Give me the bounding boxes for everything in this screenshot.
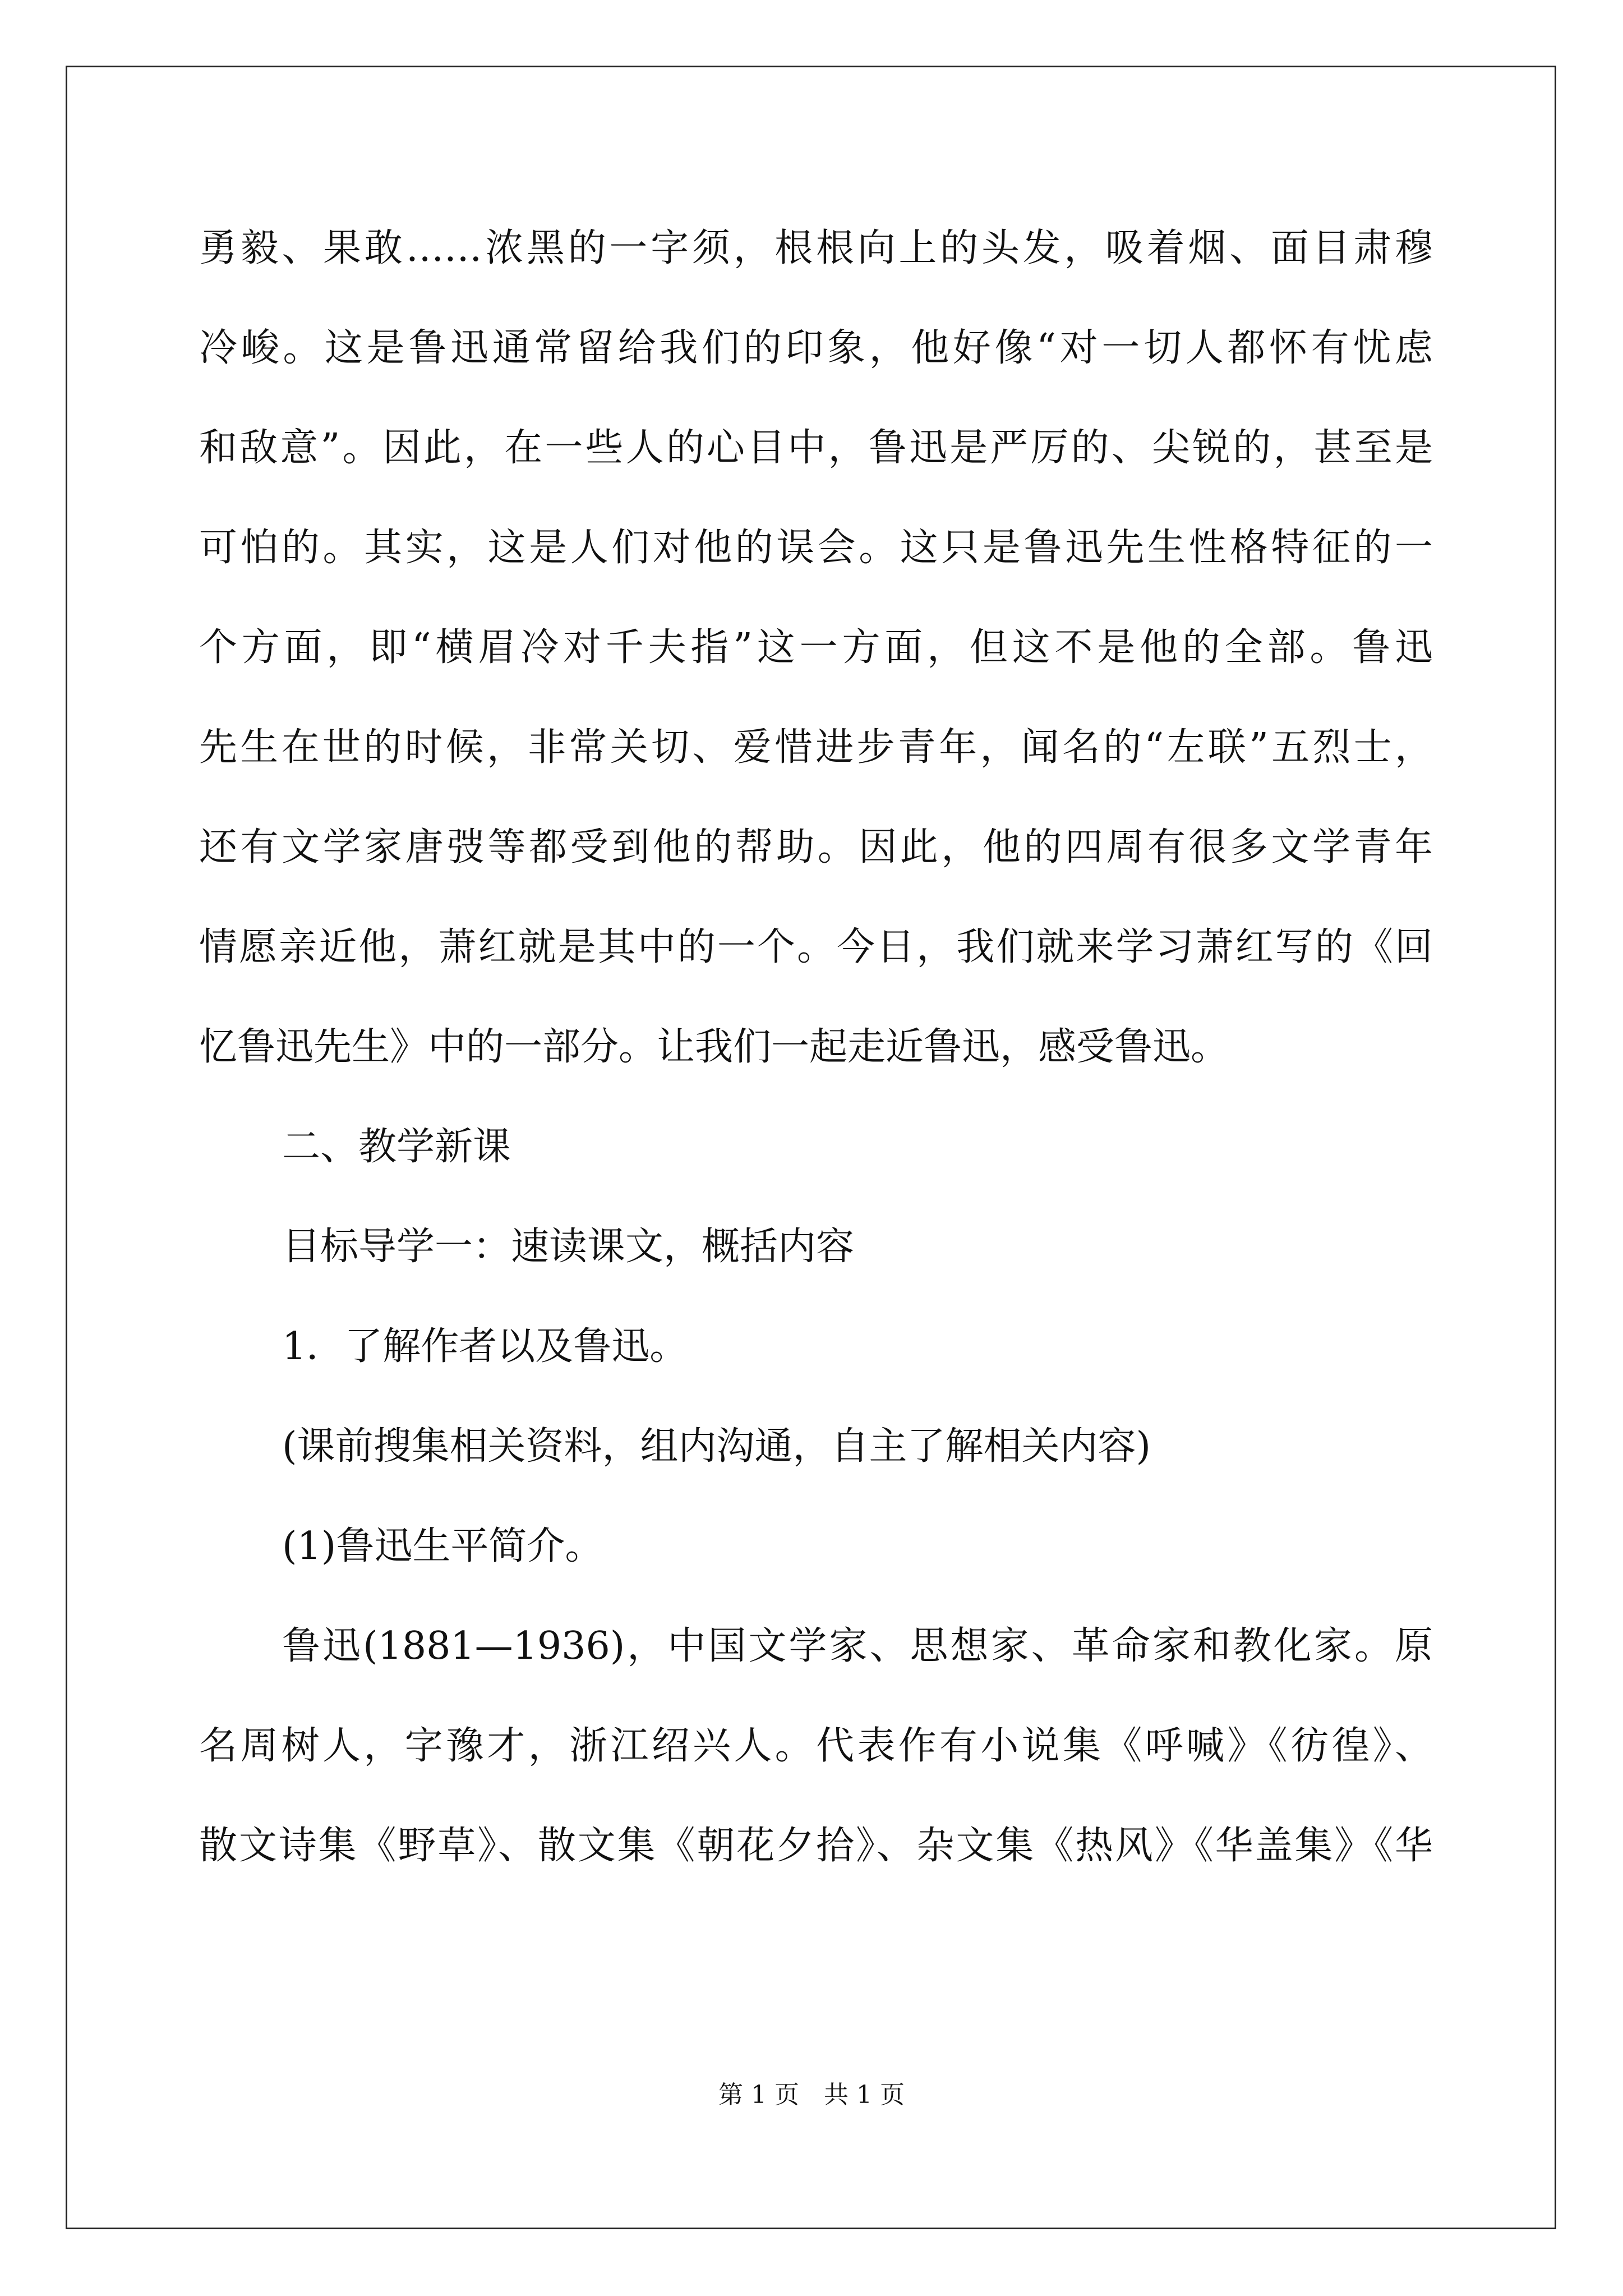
paragraph-line-3: 和敌意”。因此，在一些人的心目中，鲁迅是严厉的、尖锐的，甚至是 xyxy=(199,426,1433,470)
bio-line-3: 散文诗集《野草》、散文集《朝花夕拾》、杂文集《热风》《华盖集》《华 xyxy=(199,1824,1433,1868)
paragraph-line-6: 先生在世的时候，非常关切、爱惜进步青年，闻名的“左联”五烈士， xyxy=(199,725,1433,770)
section-heading: 二、教学新课 xyxy=(282,1125,511,1169)
paragraph-line-7: 还有文学家唐弢等都受到他的帮助。因此，他的四周有很多文学青年 xyxy=(199,825,1433,869)
goal-heading: 目标导学一：速读课文，概括内容 xyxy=(282,1225,855,1269)
paragraph-line-8: 情愿亲近他，萧红就是其中的一个。今日，我们就来学习萧红写的《回 xyxy=(199,925,1433,969)
bio-line-1: 鲁迅(1881—1936)，中国文学家、思想家、革命家和教化家。原 xyxy=(282,1624,1433,1668)
bio-line-2: 名周树人，字豫才，浙江绍兴人。代表作有小说集《呼喊》《彷徨》、 xyxy=(199,1724,1433,1768)
paragraph-line-9: 忆鲁迅先生》中的一部分。让我们一起走近鲁迅，感受鲁迅。 xyxy=(199,1025,1229,1069)
paragraph-line-1: 勇毅、果敢……浓黑的一字须，根根向上的头发，吸着烟、面目肃穆 xyxy=(199,226,1433,270)
sub-item-1: (1)鲁迅生平简介。 xyxy=(282,1524,603,1568)
paragraph-line-5: 个方面，即“横眉冷对千夫指”这一方面，但这不是他的全部。鲁迅 xyxy=(199,625,1433,670)
instruction-note: (课前搜集相关资料，组内沟通，自主了解相关内容) xyxy=(282,1424,1151,1469)
page-number-footer: 第 1 页 共 1 页 xyxy=(718,2081,905,2109)
paragraph-line-2: 冷峻。这是鲁迅通常留给我们的印象，他好像“对一切人都怀有忧虑 xyxy=(199,326,1433,370)
list-item-1: 1．了解作者以及鲁迅。 xyxy=(282,1324,688,1369)
paragraph-line-4: 可怕的。其实，这是人们对他的误会。这只是鲁迅先生性格特征的一 xyxy=(199,526,1433,570)
